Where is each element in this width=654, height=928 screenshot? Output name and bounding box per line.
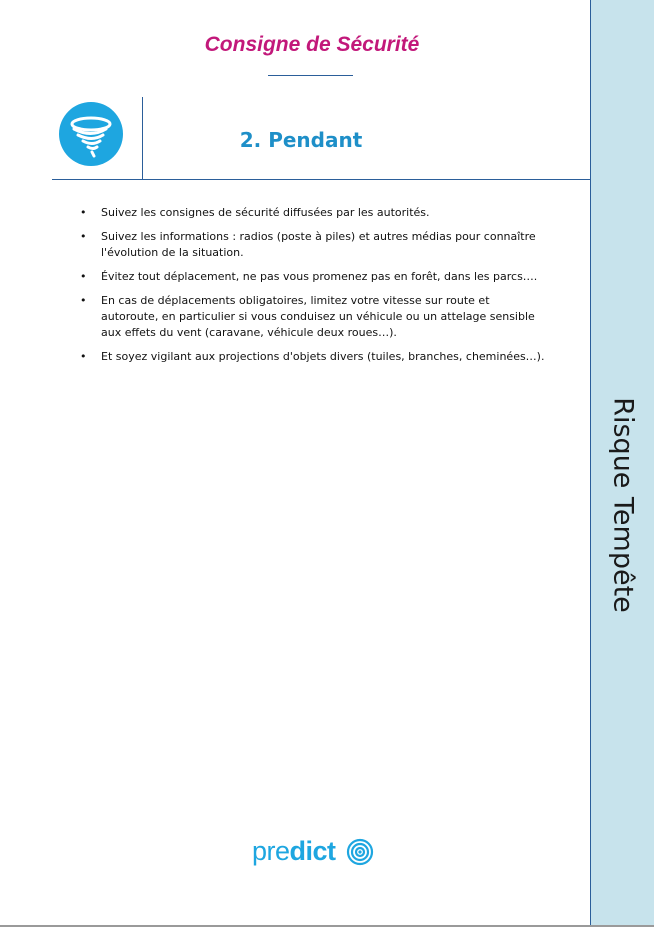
page-title: Consigne de Sécurité — [204, 33, 420, 56]
title-underline — [268, 75, 353, 76]
logo-text-light: pre — [252, 836, 290, 866]
list-item: • Et soyez vigilant aux projections d'objets divers (tuiles, branches, cheminées…). — [80, 349, 550, 365]
list-item: • Suivez les informations : radios (poste à piles) et autres médias pour connaître l'évolution de la situation. — [80, 229, 550, 261]
predict-logo — [252, 836, 374, 870]
page-bottom-border — [0, 925, 654, 927]
spiral-logo-icon — [346, 838, 374, 866]
sidebar-band — [590, 0, 654, 926]
list-item: • Évitez tout déplacement, ne pas vous promenez pas en forêt, dans les parcs…. — [80, 269, 550, 285]
header-horizontal-divider — [52, 179, 590, 180]
instructions-list — [80, 205, 550, 373]
tornado-icon — [59, 102, 123, 166]
section-heading: 2. Pendant — [239, 128, 363, 152]
logo-text-bold: dict — [289, 836, 336, 866]
list-item: • En cas de déplacements obligatoires, limitez votre vitesse sur route et autoroute, en particulier si vous conduisez un véhicule ou un attelage sensible aux effets du vent (caravane, véhicule deux roues…). — [80, 293, 550, 341]
sidebar-label: Risque Tempête — [607, 397, 638, 613]
list-item: • Suivez les consignes de sécurité diffusées par les autorités. — [80, 205, 550, 221]
